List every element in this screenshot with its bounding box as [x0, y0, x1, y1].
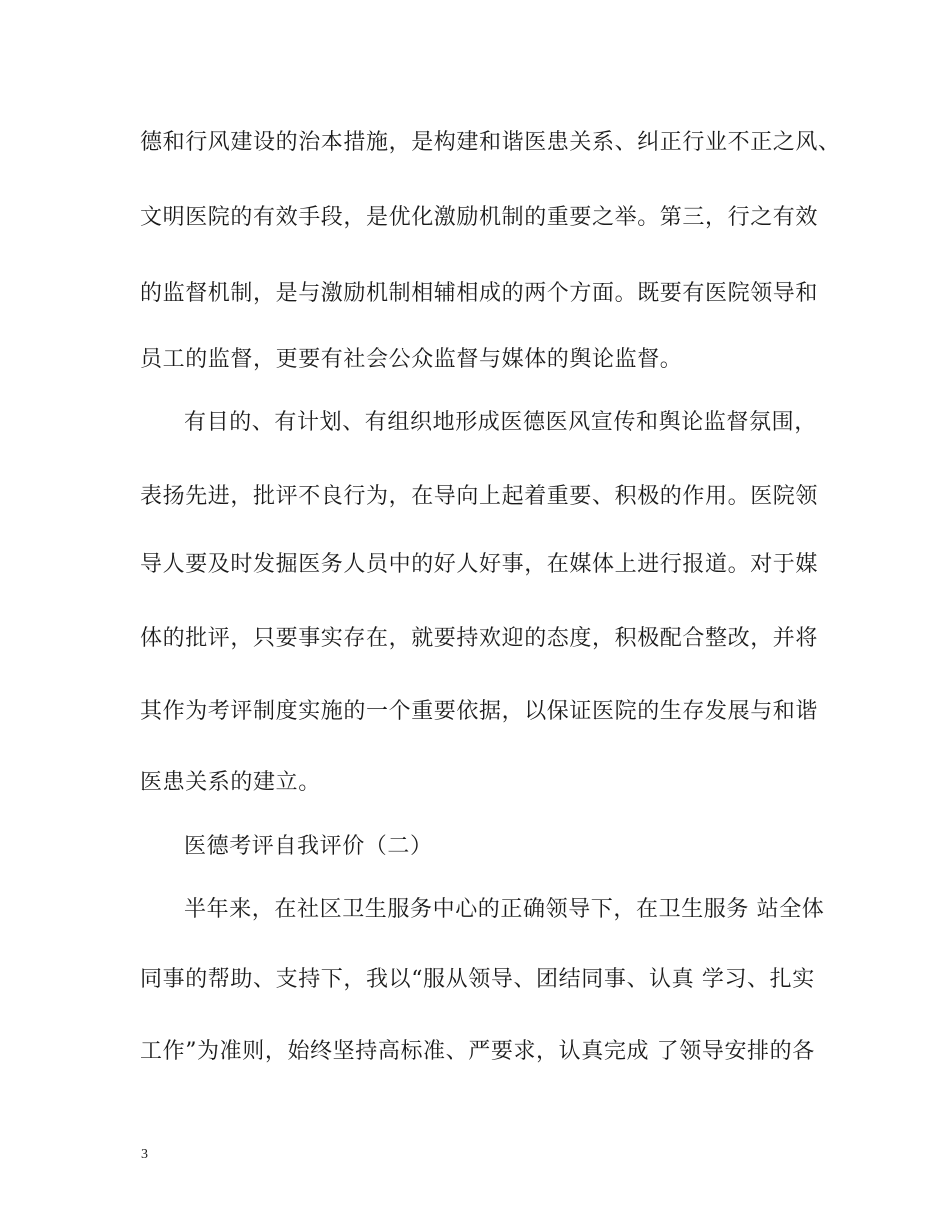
text-line: 表扬先进，批评不良行为，在导向上起着重要、积极的作用。医院领 [140, 484, 819, 509]
text-line: 的监督机制，是与激励机制相辅相成的两个方面。既要有医院领导和 [140, 281, 819, 306]
text-line: 员工的监督，更要有社会公众监督与媒体的舆论监督。 [140, 347, 683, 372]
page-number: 3 [141, 1147, 148, 1162]
text-line: 文明医院的有效手段，是优化激励机制的重要之举。第三，行之有效 [140, 205, 819, 230]
text-line: 德和行风建设的治本措施，是构建和谐医患关系、纠正行业不正之风、 [140, 130, 841, 155]
text-line: 同事的帮助、支持下，我以“服从领导、团结同事、认真 学习、扎实 [140, 967, 815, 992]
text-line: 导人要及时发掘医务人员中的好人好事，在媒体上进行报道。对于媒 [140, 552, 819, 577]
text-line: 其作为考评制度实施的一个重要依据，以保证医院的生存发展与和谐 [140, 699, 819, 724]
section-heading: 医德考评自我评价（二） [184, 834, 433, 859]
paragraph-first-line: 有目的、有计划、有组织地形成医德医风宣传和舆论监督氛围， [184, 410, 817, 435]
text-line: 工作”为准则，始终坚持高标准、严要求，认真完成 了领导安排的各 [140, 1039, 815, 1064]
text-line: 体的批评，只要事实存在，就要持欢迎的态度，积极配合整改，并将 [140, 626, 819, 651]
paragraph-first-line: 半年来，在社区卫生服务中心的正确领导下，在卫生服务 站全体 [184, 897, 825, 922]
text-line: 医患关系的建立。 [140, 770, 321, 795]
